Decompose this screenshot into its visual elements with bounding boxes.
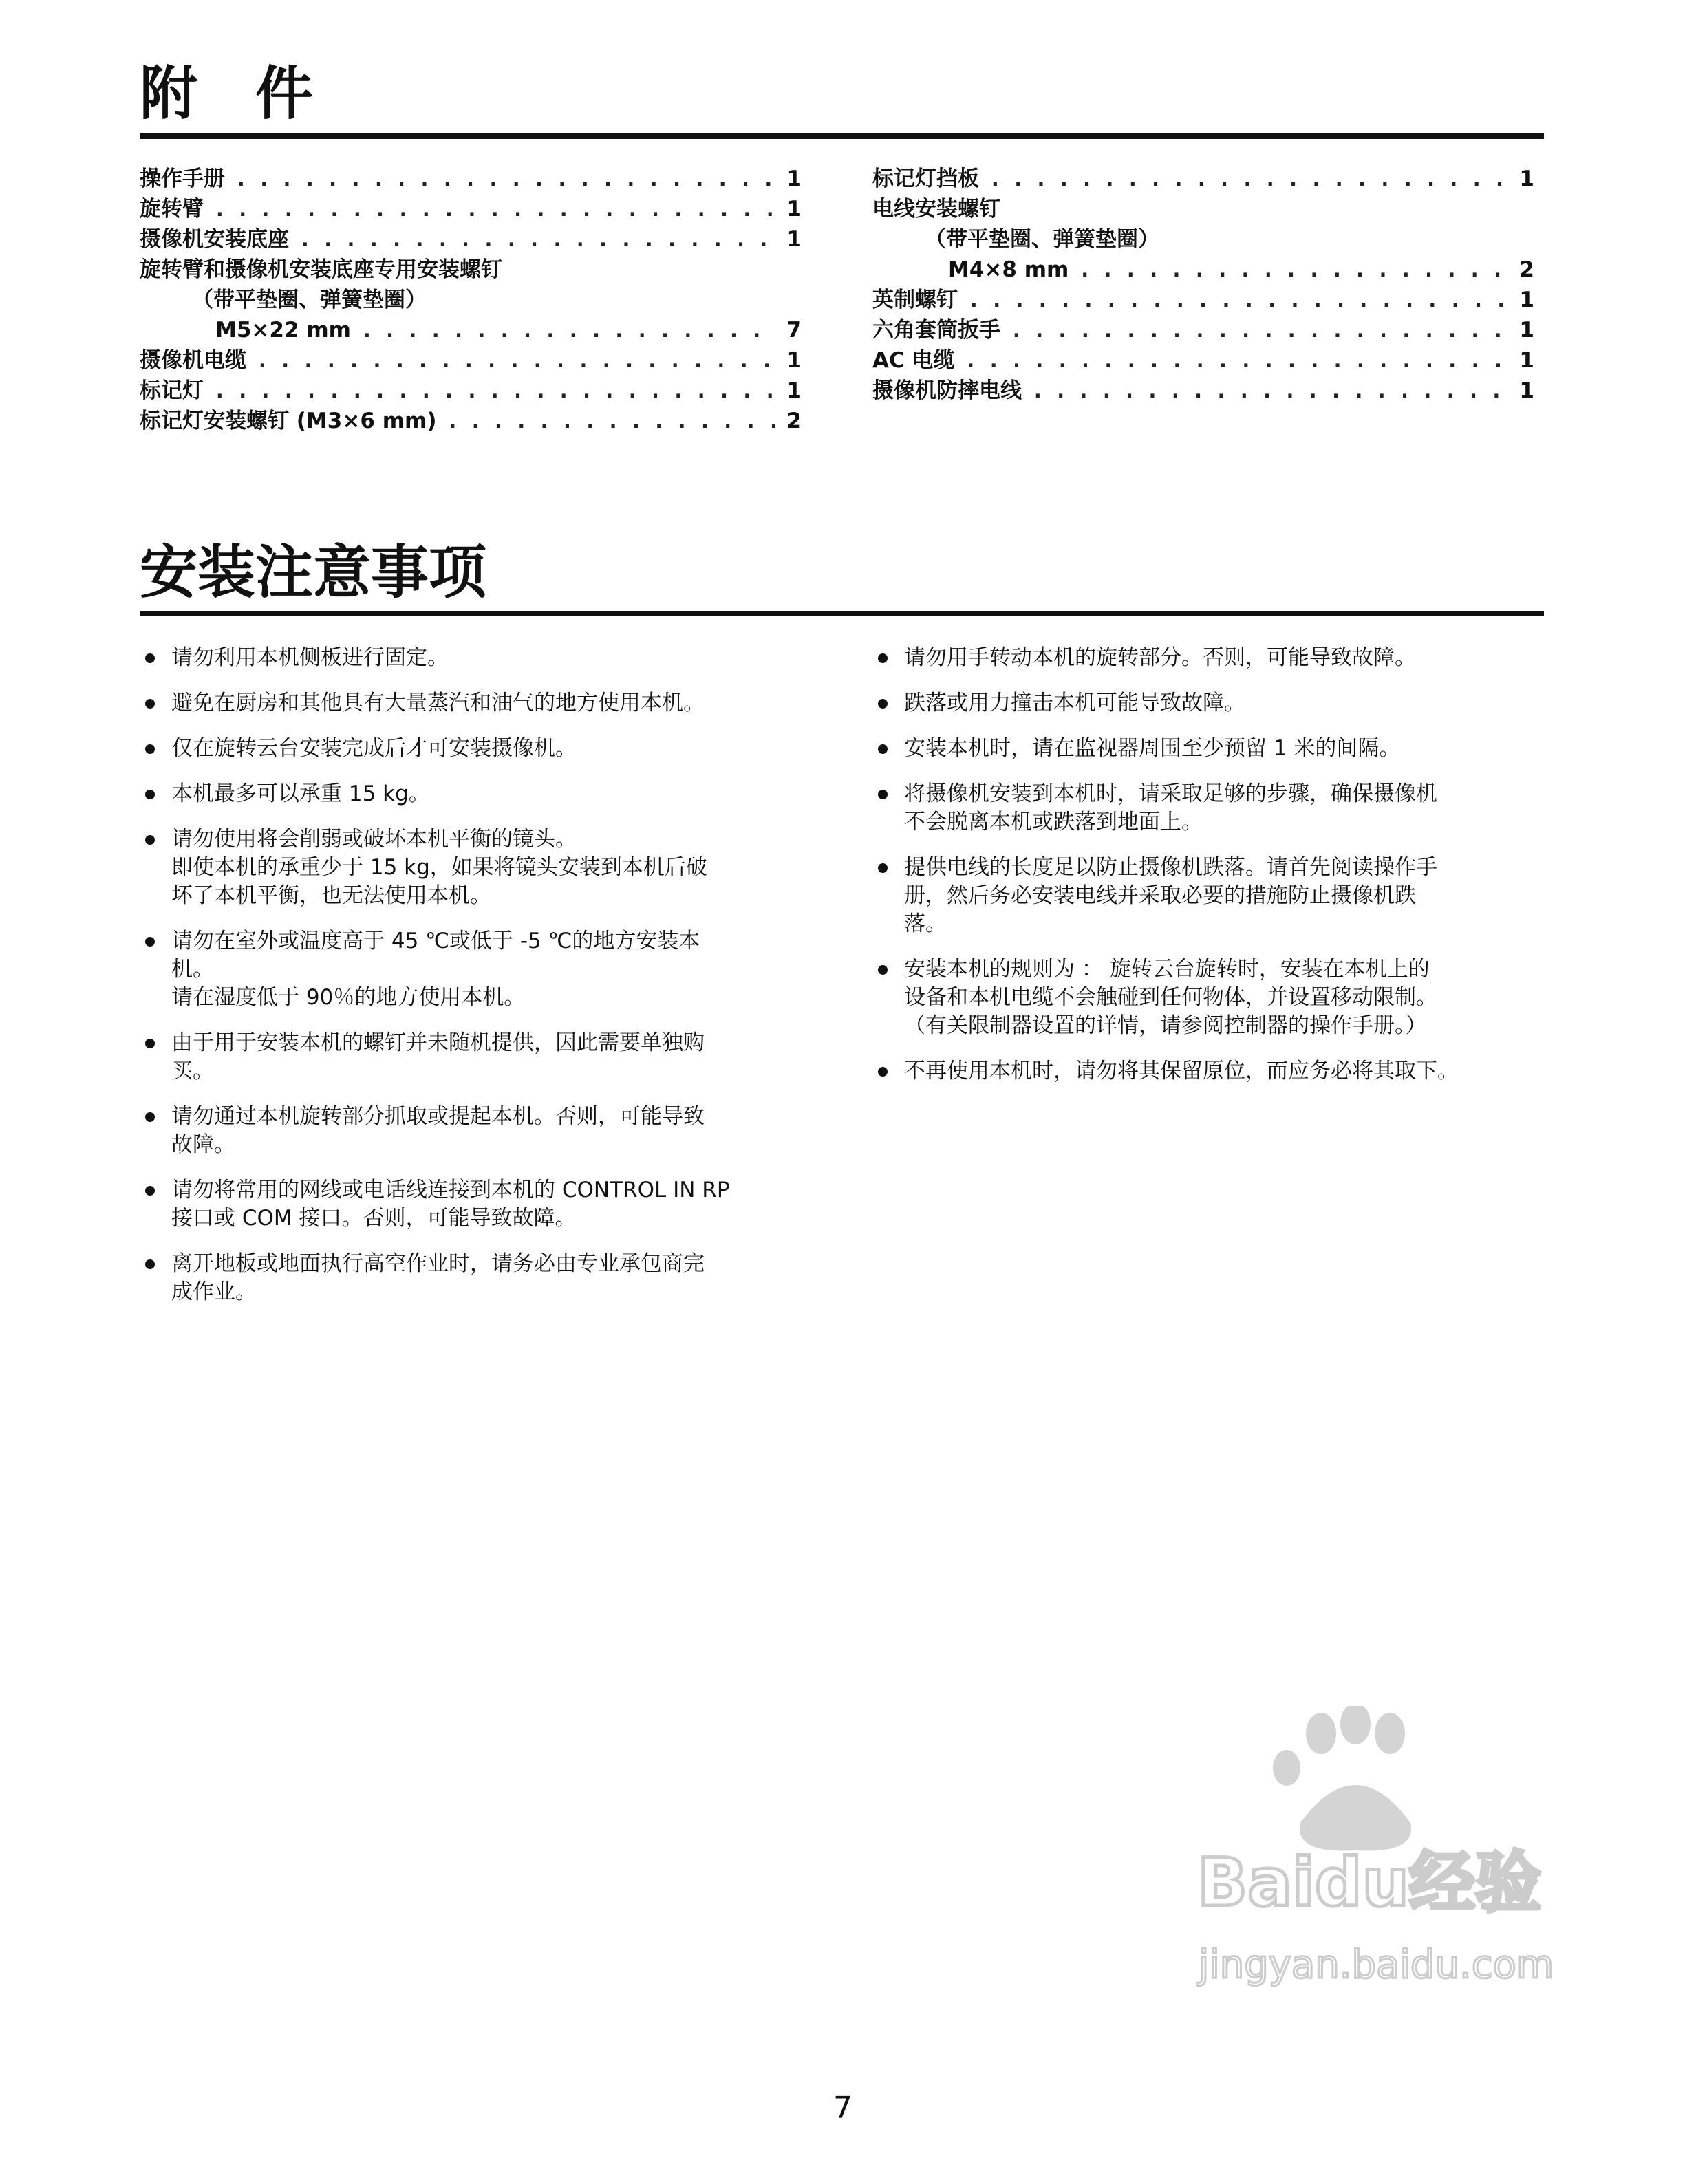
accessory-item (872, 285, 1534, 315)
precaution-text: 请勿在室外或温度高于 45 ℃或低于 -5 ℃的地方安装本 (171, 929, 700, 953)
precaution-item (872, 689, 1540, 717)
dot-leader (1010, 315, 1510, 345)
precaution-text: 成作业。 (171, 1279, 257, 1304)
precaution-text: 请在湿度低于 90％的地方使用本机。 (171, 985, 526, 1010)
dot-leader (235, 164, 777, 194)
accessories-list-right (872, 164, 1534, 406)
precaution-text: 买。 (171, 1059, 214, 1083)
accessory-name: 摄像机安装底座 (140, 227, 289, 252)
accessory-quantity: 1 (1519, 348, 1534, 373)
accessory-item (140, 224, 802, 255)
precaution-text: 避免在厨房和其他具有大量蒸汽和油气的地方使用本机。 (171, 691, 705, 715)
dot-leader (213, 376, 777, 406)
bullet-icon (878, 699, 888, 709)
accessory-quantity: 1 (1519, 288, 1534, 312)
precaution-text: 落。 (904, 911, 947, 936)
precaution-text: 请勿使用将会削弱或破坏本机平衡的镜头。 (171, 827, 577, 852)
accessories-list-left (140, 164, 802, 436)
precaution-item (872, 1057, 1540, 1085)
precaution-text: 坏了本机平衡，也无法使用本机。 (171, 883, 491, 908)
precaution-text: 离开地板或地面执行高空作业时，请务必由专业承包商完 (171, 1251, 705, 1276)
precaution-text: 故障。 (171, 1132, 235, 1157)
accessory-quantity: 7 (786, 318, 802, 343)
dot-leader (447, 406, 777, 436)
accessory-name: 操作手册 (140, 166, 225, 191)
accessory-quantity: 1 (786, 197, 802, 221)
precaution-text: 请勿利用本机侧板进行固定。 (171, 645, 449, 670)
accessory-subline: （带平垫圈、弹簧垫圈） (925, 227, 1159, 252)
bullet-icon (878, 1067, 888, 1077)
accessory-name: 旋转臂 (140, 197, 204, 221)
accessory-item (140, 194, 802, 224)
bullet-icon (145, 1039, 155, 1048)
accessory-name: 标记灯 (140, 378, 204, 403)
precaution-item (140, 780, 807, 808)
precaution-text: 即使本机的承重少于 15 kg，如果将镜头安装到本机后破 (171, 855, 707, 880)
page-number: 7 (833, 2090, 852, 2126)
precaution-text: 提供电线的长度足以防止摄像机跌落。请首先阅读操作手 (904, 855, 1437, 880)
accessory-name: 摄像机电缆 (140, 348, 246, 373)
precaution-item (140, 689, 807, 717)
precaution-text: 接口或 COM 接口。否则，可能导致故障。 (171, 1206, 577, 1231)
accessory-quantity: 1 (1519, 318, 1534, 343)
bullet-icon (145, 835, 155, 845)
dot-leader (299, 224, 777, 255)
baidu-jingyan-watermark (1183, 1706, 1569, 2022)
precaution-item (140, 1029, 807, 1085)
accessory-item (872, 164, 1534, 194)
dot-leader (989, 164, 1510, 194)
accessory-quantity: 1 (1519, 378, 1534, 403)
accessory-name: 六角套筒扳手 (872, 318, 1000, 343)
precaution-text: 请勿通过本机旋转部分抓取或提起本机。否则，可能导致 (171, 1104, 705, 1129)
precaution-text: （有关限制器设置的详情，请参阅控制器的操作手册。） (904, 1013, 1427, 1038)
precaution-item (140, 1250, 807, 1306)
precaution-text: 将摄像机安装到本机时，请采取足够的步骤，确保摄像机 (904, 781, 1437, 806)
accessory-subline: （带平垫圈、弹簧垫圈） (192, 288, 427, 312)
precautions-list-right (872, 644, 1540, 1103)
accessory-heading: 电线安装螺钉 (872, 197, 1000, 221)
dot-leader (1031, 376, 1510, 406)
accessory-name: 标记灯挡板 (872, 166, 979, 191)
bullet-icon (145, 699, 155, 709)
accessory-quantity: 1 (786, 348, 802, 373)
precaution-item (140, 1103, 807, 1159)
precaution-item (140, 825, 807, 910)
precaution-text: 由于用于安装本机的螺钉并未随机提供，因此需要单独购 (171, 1030, 705, 1055)
dot-leader (256, 345, 777, 376)
accessory-name: 英制螺钉 (872, 288, 958, 312)
bullet-icon (145, 744, 155, 754)
dot-leader (361, 315, 777, 345)
accessory-item (140, 315, 802, 345)
accessory-quantity: 2 (786, 409, 802, 433)
precaution-item (872, 780, 1540, 836)
accessory-item (872, 315, 1534, 345)
precaution-text: 不会脱离本机或跌落到地面上。 (904, 810, 1203, 834)
precaution-text: 请勿将常用的网线或电话线连接到本机的 CONTROL IN RP (171, 1178, 730, 1202)
precaution-text: 安装本机时，请在监视器周围至少预留 1 米的间隔。 (904, 736, 1401, 761)
bullet-icon (145, 1259, 155, 1269)
precaution-item (140, 735, 807, 763)
precaution-text: 安装本机的规则为 ： 旋转云台旋转时，安装在本机上的 (904, 957, 1430, 982)
precaution-item (140, 644, 807, 672)
bullet-icon (145, 653, 155, 663)
bullet-icon (145, 1186, 155, 1196)
accessories-rule (140, 133, 1544, 139)
accessory-item (872, 345, 1534, 376)
accessory-item (872, 376, 1534, 406)
precaution-text: 机。 (171, 957, 214, 982)
precaution-item (140, 927, 807, 1012)
accessory-quantity: 2 (1519, 257, 1534, 282)
precaution-text: 仅在旋转云台安装完成后才可安装摄像机。 (171, 736, 577, 761)
precaution-text: 不再使用本机时，请勿将其保留原位，而应务必将其取下。 (904, 1059, 1459, 1083)
accessory-item (140, 376, 802, 406)
precautions-rule (140, 611, 1544, 616)
precaution-item (872, 955, 1540, 1040)
precaution-text: 册，然后务必安装电线并采取必要的措施防止摄像机跌 (904, 883, 1416, 908)
bullet-icon (878, 965, 888, 975)
accessory-item (872, 255, 1534, 285)
accessory-name: M5×22 mm (215, 318, 351, 343)
accessory-quantity: 1 (786, 166, 802, 191)
precautions-title: 安装注意事项 (140, 539, 487, 606)
accessory-item (140, 345, 802, 376)
accessory-item (140, 406, 802, 436)
dot-leader (213, 194, 777, 224)
bullet-icon (145, 790, 155, 799)
precaution-item (872, 735, 1540, 763)
accessory-quantity: 1 (1519, 166, 1534, 191)
precaution-text: 设备和本机电缆不会触碰到任何物体，并设置移动限制。 (904, 985, 1437, 1010)
precaution-item (140, 1176, 807, 1233)
dot-leader (1078, 255, 1510, 285)
paw-icon (1273, 1706, 1411, 1851)
precautions-list-left (140, 644, 807, 1323)
bullet-icon (878, 744, 888, 754)
precaution-text: 请勿用手转动本机的旋转部分。否则，可能导致故障。 (904, 645, 1416, 670)
accessory-heading: 旋转臂和摄像机安装底座专用安装螺钉 (140, 257, 502, 282)
dot-leader (967, 285, 1510, 315)
bullet-icon (878, 653, 888, 663)
bullet-icon (878, 863, 888, 873)
bullet-icon (145, 1112, 155, 1122)
precaution-text: 本机最多可以承重 15 kg。 (171, 781, 430, 806)
accessory-quantity: 1 (786, 227, 802, 252)
accessory-name: M4×8 mm (948, 257, 1069, 282)
bullet-icon (145, 937, 155, 947)
watermark-brand: Baidu经验 (1197, 1844, 1541, 1921)
precaution-text: 跌落或用力撞击本机可能导致故障。 (904, 691, 1245, 715)
precaution-item (872, 854, 1540, 938)
dot-leader (965, 345, 1510, 376)
accessory-name: 标记灯安装螺钉 (M3×6 mm) (140, 409, 437, 433)
accessory-name: AC 电缆 (872, 348, 955, 373)
accessory-name: 摄像机防摔电线 (872, 378, 1022, 403)
precaution-item (872, 644, 1540, 672)
bullet-icon (878, 790, 888, 799)
accessory-item (140, 164, 802, 194)
accessories-title: 附 件 (140, 60, 314, 127)
watermark-url: jingyan.baidu.com (1198, 1943, 1554, 1987)
accessory-quantity: 1 (786, 378, 802, 403)
